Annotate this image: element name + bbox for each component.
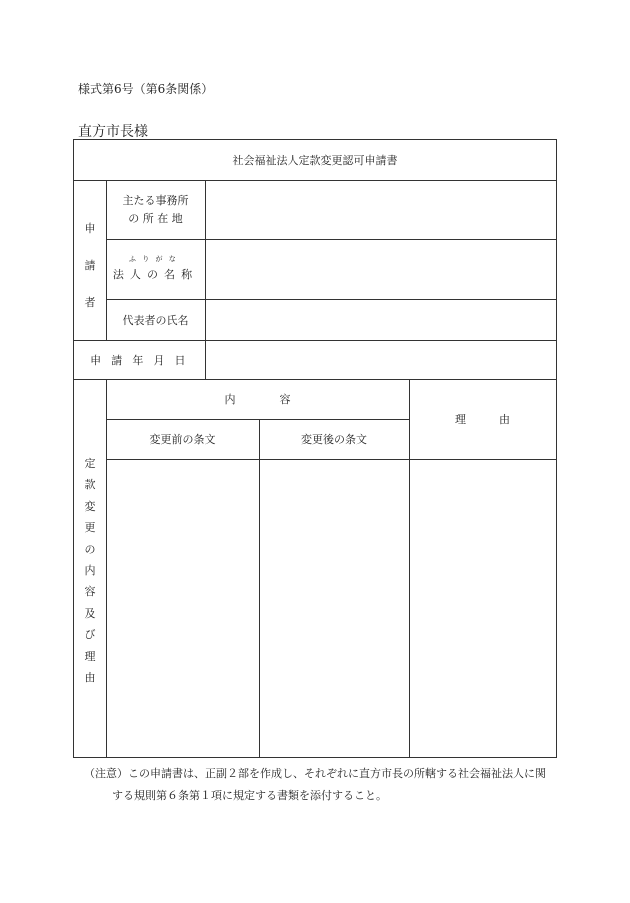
application-form-table xyxy=(73,139,557,758)
applicant-label: 申 請 者 xyxy=(84,222,96,309)
furigana-label: ふりがな xyxy=(128,255,183,263)
before-change-header: 変更前の条文 xyxy=(149,433,216,446)
corporation-name-value[interactable] xyxy=(205,239,556,299)
office-address-label: 主たる事務所 の 所 在 地 xyxy=(122,193,189,225)
representative-value[interactable] xyxy=(205,299,556,340)
application-date-value[interactable] xyxy=(205,340,556,379)
after-change-value[interactable] xyxy=(259,459,409,757)
content-header: 内 容 xyxy=(224,393,291,406)
reason-value[interactable] xyxy=(409,459,556,757)
form-title: 社会福祉法人定款変更認可申請書 xyxy=(232,154,398,167)
before-change-value[interactable] xyxy=(106,459,259,757)
form-number: 様式第6号（第6条関係） xyxy=(78,82,214,96)
representative-label: 代表者の氏名 xyxy=(122,313,189,327)
note-line-1: （注意）この申請書は、正副２部を作成し、それぞれに直方市長の所轄する社会福祉法人に関 xyxy=(84,767,546,780)
note xyxy=(84,763,554,807)
change-section-label: 定 款 変 更 の 内 容 及 び 理 由 xyxy=(84,457,96,685)
reason-header: 理 由 xyxy=(455,413,510,426)
corporation-name-label: ふりがな 法人の名称 xyxy=(112,255,199,281)
note-line-2: する規則第６条第１項に規定する書類を添付すること。 xyxy=(112,789,387,802)
application-date-label: 申 請 年 月 日 xyxy=(90,353,189,367)
addressee: 直方市長様 xyxy=(78,124,148,140)
office-address-value[interactable] xyxy=(205,180,556,239)
after-change-header: 変更後の条文 xyxy=(301,433,367,446)
